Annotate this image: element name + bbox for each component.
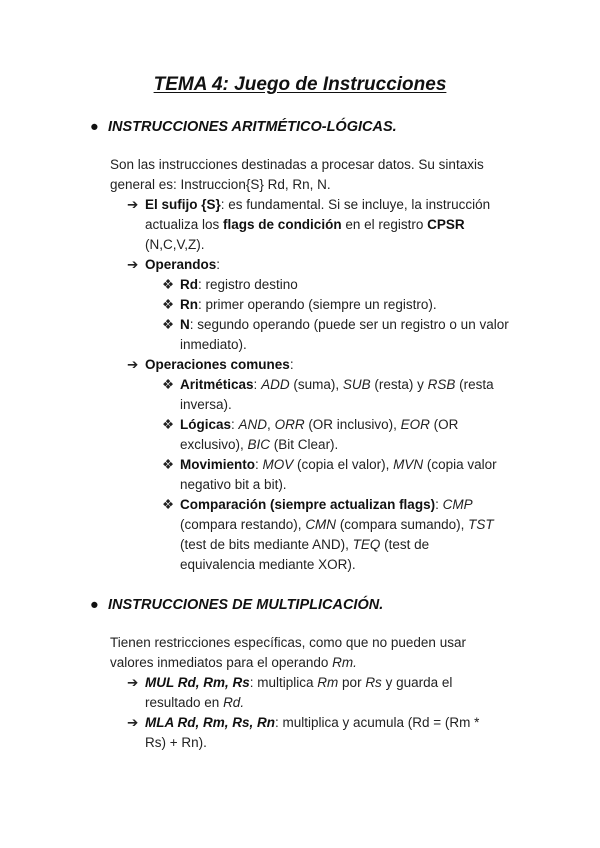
list-item-text: El sufijo {S}: es fundamental. Si se incluye, la instrucción actualiza los flags de condición en el registro CPSR (N,C,V,Z). [145, 197, 491, 252]
diamond-icon: ❖ [162, 297, 175, 312]
list-item-text: Operandos: [145, 257, 221, 272]
sublist-item-text: Lógicas: AND, ORR (OR inclusivo), EOR (OR exclusivo), BIC (Bit Clear). [180, 417, 459, 452]
list-item-text: MUL Rd, Rm, Rs: multiplica Rm por Rs y guarda el resultado en Rd. [145, 675, 453, 710]
intro-line-2: general es: Instruccion{S} Rd, Rn, N. [110, 177, 331, 192]
sublist-item-text: Rn: primer operando (siempre un registro). [180, 297, 437, 312]
sublist-item-aritmeticas [162, 375, 507, 415]
diamond-icon: ❖ [162, 417, 175, 432]
intro-line-2: valores inmediatos para el operando Rm. [110, 655, 357, 670]
sublist-item-text: Comparación (siempre actualizan flags): CMP (compara restando), CMN (compara sumando), TST (test de bits mediante AND), TEQ (test de equivalencia mediante XOR). [180, 497, 494, 572]
sublist-item-text: N: segundo operando (puede ser un registro o un valor inmediato). [180, 317, 509, 352]
bullet-icon: ● [90, 119, 99, 135]
arrow-icon: ➔ [127, 197, 139, 212]
section-heading-multiplicacion [90, 597, 383, 613]
diamond-icon: ❖ [162, 497, 175, 512]
page-title: TEMA 4: Juego de Instrucciones [153, 74, 447, 95]
sublist-item-text: Rd: registro destino [180, 277, 298, 292]
arrow-icon: ➔ [127, 675, 139, 690]
bullet-icon: ● [90, 597, 99, 613]
sublist-item-rn [162, 295, 522, 315]
list-item-sufijo [127, 195, 502, 255]
list-item-mul [127, 673, 502, 713]
diamond-icon: ❖ [162, 317, 175, 332]
diamond-icon: ❖ [162, 377, 175, 392]
list-item-operandos [127, 255, 502, 275]
list-item-text: MLA Rd, Rm, Rs, Rn: multiplica y acumula (Rd = (Rm * Rs) + Rn). [145, 715, 480, 750]
diamond-icon: ❖ [162, 457, 175, 472]
section-heading-text: INSTRUCCIONES DE MULTIPLICACIÓN. [108, 597, 384, 613]
sublist-item-logicas [162, 415, 507, 455]
list-item-mla [127, 713, 502, 753]
sublist-item-text: Aritméticas: ADD (suma), SUB (resta) y RSB (resta inversa). [180, 377, 494, 412]
arrow-icon: ➔ [127, 257, 139, 272]
section-heading-text: INSTRUCCIONES ARITMÉTICO-LÓGICAS. [108, 119, 397, 135]
arrow-icon: ➔ [127, 715, 139, 730]
sublist-item-comparacion [162, 495, 507, 575]
sublist-item-n [162, 315, 522, 355]
sublist-item-text: Movimiento: MOV (copia el valor), MVN (copia valor negativo bit a bit). [180, 457, 497, 492]
sublist-item-rd [162, 275, 522, 295]
sublist-item-movimiento [162, 455, 507, 495]
arrow-icon: ➔ [127, 357, 139, 372]
list-item-operaciones [127, 355, 502, 375]
section-heading-aritmetico-logicas [90, 119, 397, 135]
list-item-text: Operaciones comunes: [145, 357, 294, 372]
intro-line-1: Son las instrucciones destinadas a procesar datos. Su sintaxis [110, 157, 484, 172]
intro-line-1: Tienen restricciones específicas, como que no pueden usar [110, 635, 466, 650]
diamond-icon: ❖ [162, 277, 175, 292]
